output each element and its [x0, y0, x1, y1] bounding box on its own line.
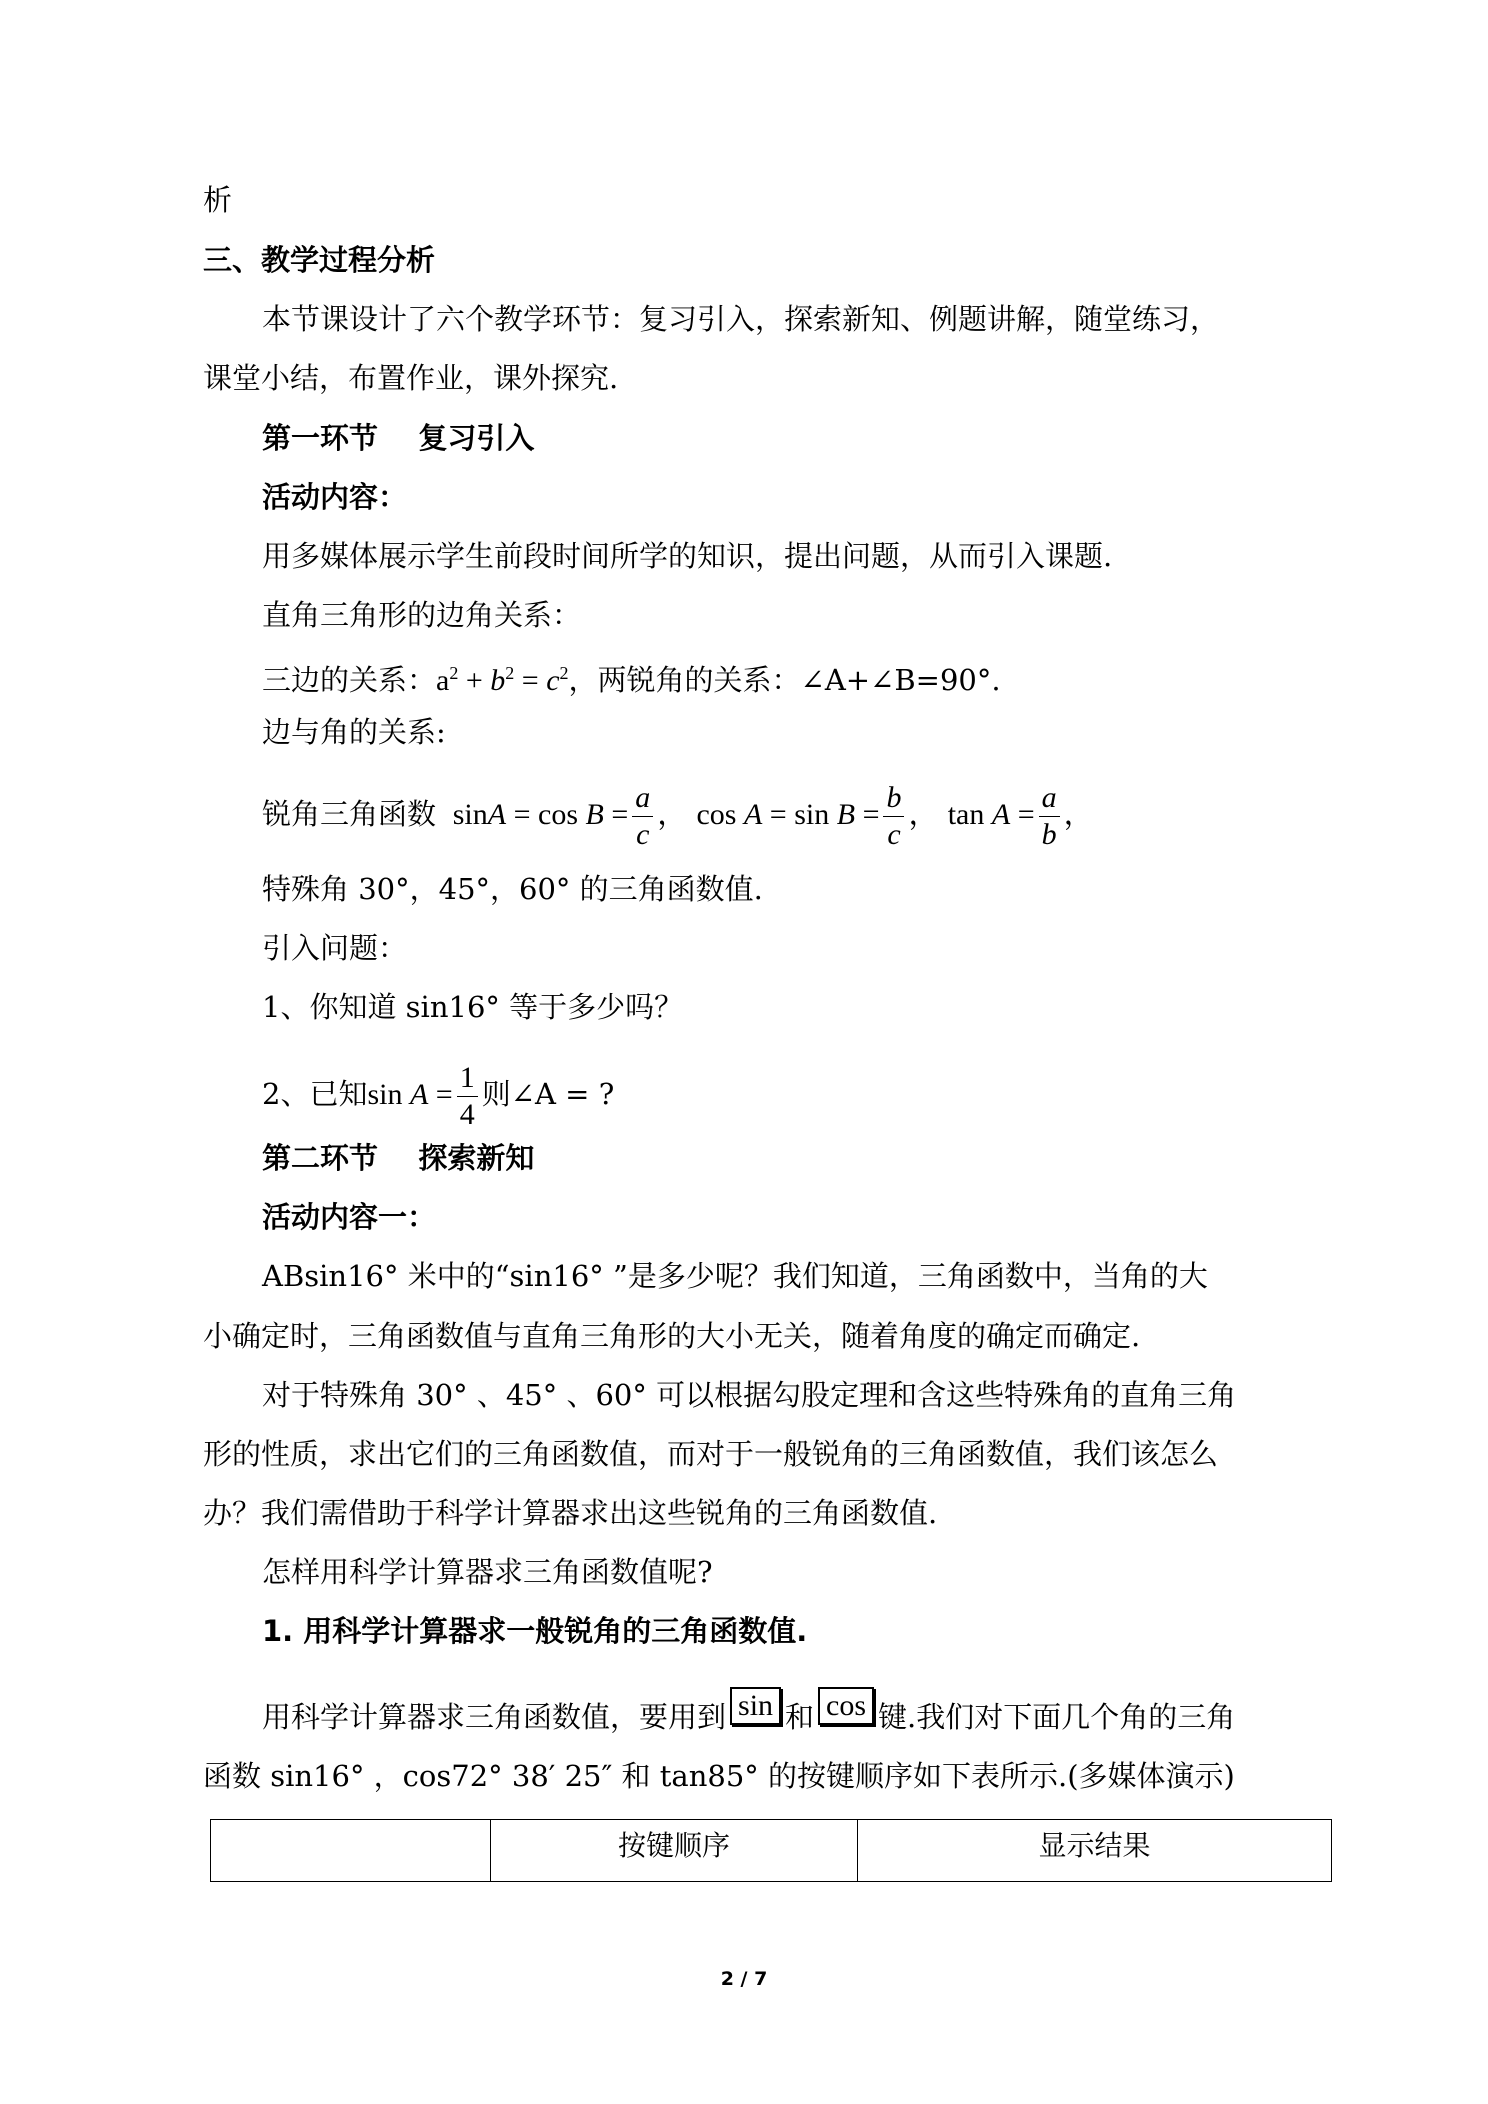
paragraph-line: 怎样用科学计算器求三角函数值呢? — [262, 1555, 713, 1589]
paragraph-line: 引入问题： — [262, 931, 408, 965]
paragraph-line: 用多媒体展示学生前段时间所学的知识，提出问题，从而引入课题. — [262, 539, 1113, 573]
cos-formula: cos A = sin B = — [696, 798, 880, 831]
p6-and: 和 — [785, 1700, 815, 1734]
table-header-row — [211, 1820, 1332, 1882]
paragraph-line: 课堂小结，布置作业，课外探究. — [203, 361, 619, 395]
cos-key: cos — [818, 1687, 874, 1725]
paragraph-line: 特殊角 30°，45°，60° 的三角函数值. — [262, 872, 763, 906]
sides-relation — [262, 653, 1001, 701]
subheading-1: 1. 用科学计算器求一般锐角的三角函数值. — [262, 1614, 808, 1648]
fragment-text: 析 — [203, 183, 233, 217]
paragraph-line: 函数 sin16° ，cos72° 38′ 25″ 和 tan85° 的按键顺序如下表所示.(多媒体演示) — [203, 1759, 1235, 1793]
q2-mid: 则∠A = ? — [481, 1077, 615, 1111]
q2-prefix: 2、已知 — [262, 1077, 368, 1111]
tan-formula: tan A = — [947, 798, 1035, 831]
activity1-label: 活动内容一： — [262, 1200, 437, 1234]
page-number: 2 / 7 — [720, 1968, 768, 1990]
sin-key: sin — [730, 1687, 781, 1725]
paragraph-line: 小确定时，三角函数值与直角三角形的大小无关，随着角度的确定而确定. — [203, 1319, 1141, 1353]
fraction-one-quarter: $\frac{1}{4}$ — [457, 1060, 478, 1133]
table-header-cell: 按键顺序 — [491, 1820, 858, 1882]
key-sequence-table — [210, 1819, 1332, 1882]
sin-formula: sinA = cos B = — [445, 798, 629, 831]
fraction-a-over-c: $\frac{a}{c}$ — [632, 780, 653, 853]
sides-prefix: 三边的关系： — [262, 663, 437, 697]
paragraph-line: 本节课设计了六个教学环节：复习引入，探索新知、例题讲解，随堂练习， — [262, 302, 1220, 336]
section-heading: 三、教学过程分析 — [203, 243, 436, 277]
step1-heading: 第一环节 复习引入 — [262, 421, 535, 455]
step2-heading: 第二环节 探索新知 — [262, 1141, 535, 1175]
table-header-cell: 显示结果 — [858, 1820, 1332, 1882]
trig-definitions: 锐角三角函数 sinA = cos B = $\frac{a}{c}$ ， cos A = sin B = $\frac{b}{c}$ ， tan A = $\frac{a}{b}$ ， — [262, 780, 1094, 851]
paragraph-line: 办？我们需借助于科学计算器求出这些锐角的三角函数值. — [203, 1496, 938, 1530]
paragraph-line: 边与角的关系: — [262, 715, 446, 749]
p6-prefix: 用科学计算器求三角函数值，要用到 — [262, 1700, 727, 1734]
paragraph-line: 形的性质，求出它们的三角函数值，而对于一般锐角的三角函数值，我们该怎么 — [203, 1437, 1219, 1471]
key-usage-line — [262, 1689, 1236, 1737]
activity-label: 活动内容： — [262, 480, 408, 514]
fraction-a-over-b: $\frac{a}{b}$ — [1039, 780, 1060, 853]
pythagoras-formula: $a^2 + b^2 = c^2$ — [436, 663, 569, 697]
paragraph-line: ABsin16° 米中的“sin16° ”是多少呢？我们知道，三角函数中，当角的大 — [262, 1259, 1208, 1293]
sides-suffix: ，两锐角的关系：∠A+∠B=90°. — [568, 663, 1001, 697]
question-1: 1、你知道 sin16° 等于多少吗？ — [262, 990, 684, 1024]
sin-a-formula: sin A = — [367, 1078, 453, 1111]
table-header-cell — [211, 1820, 491, 1882]
p6-suffix: 键.我们对下面几个角的三角 — [878, 1700, 1236, 1734]
paragraph-line: 直角三角形的边角关系： — [262, 598, 582, 632]
fraction-b-over-c: $\frac{b}{c}$ — [883, 780, 904, 853]
trig-prefix: 锐角三角函数 — [262, 797, 437, 831]
question-2 — [262, 1052, 614, 1137]
paragraph-line: 对于特殊角 30° 、45° 、60° 可以根据勾股定理和含这些特殊角的直角三角 — [262, 1378, 1237, 1412]
